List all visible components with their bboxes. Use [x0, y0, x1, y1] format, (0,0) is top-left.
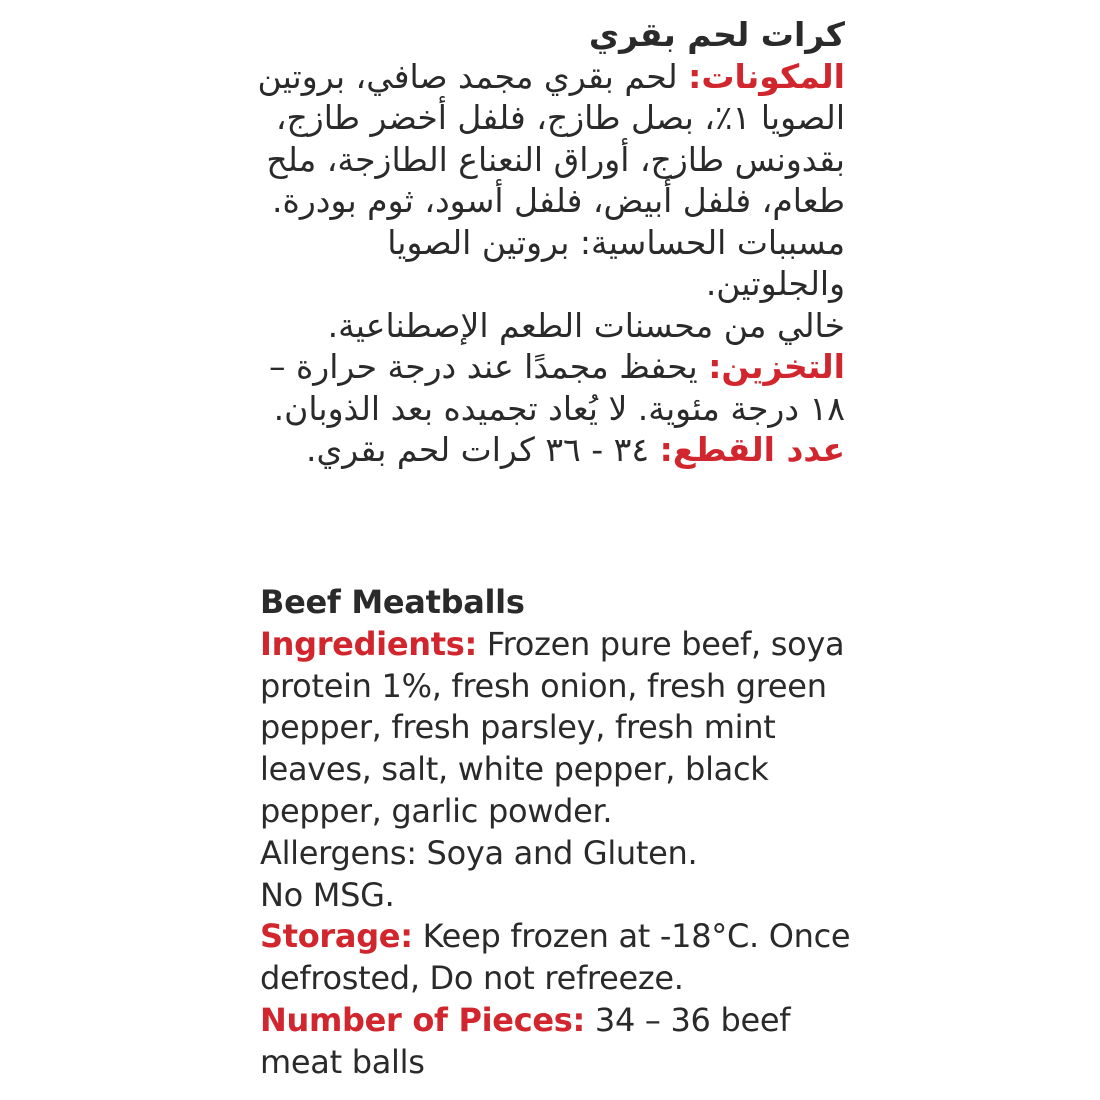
arabic-section — [250, 14, 845, 471]
arabic-ingredients-text: لحم بقري مجمد صافي، بروتين الصويا ١٪، بصل طازج، فلفل أخضر طازج، بقدونس طازج، أوراق النعناع الطازجة، ملح طعام، فلفل أبيض، فلفل أسود، ثوم بودرة. — [257, 56, 845, 220]
arabic-allergens: مسببات الحساسية: بروتين الصويا والجلوتين. — [387, 222, 845, 303]
english-allergens: Allergens: Soya and Gluten. — [260, 833, 698, 872]
english-pieces — [260, 1000, 860, 1084]
english-title: Beef Meatballs — [260, 583, 525, 621]
english-ingredients-text: Frozen pure beef, soya protein 1%, fresh onion, fresh green pepper, fresh parsley, fresh mint leaves, salt, white pepper, black pepper, garlic powder. — [260, 624, 845, 830]
arabic-no-msg: خالي من محسنات الطعم الإصطناعية. — [327, 305, 845, 345]
arabic-title: كرات لحم بقري — [588, 15, 845, 54]
arabic-storage-text: يحفظ مجمدًا عند درجة حرارة –١٨ درجة مئوية. لا يُعاد تجميده بعد الذوبان. — [269, 347, 845, 428]
english-pieces-label: Number of Pieces: — [260, 1000, 586, 1039]
english-pieces-text: 34 – 36 beef meat balls — [260, 1000, 791, 1081]
english-ingredients — [260, 624, 860, 833]
english-ingredients-label: Ingredients: — [260, 624, 477, 663]
arabic-pieces-label: عدد القطع: — [659, 430, 845, 469]
english-no-msg: No MSG. — [260, 875, 395, 914]
english-storage-label: Storage: — [260, 917, 413, 956]
arabic-ingredients-label: المكونات: — [688, 56, 845, 96]
arabic-storage-label: التخزين: — [708, 347, 845, 386]
english-storage-text: Keep frozen at -18°C. Once defrosted, Do not refreeze. — [260, 917, 851, 998]
english-storage — [260, 916, 860, 1000]
english-section — [260, 582, 860, 1084]
arabic-storage — [250, 346, 845, 429]
arabic-ingredients — [250, 56, 845, 222]
arabic-pieces — [250, 429, 845, 471]
arabic-pieces-text: ٣٤ - ٣٦ كرات لحم بقري. — [305, 430, 650, 469]
